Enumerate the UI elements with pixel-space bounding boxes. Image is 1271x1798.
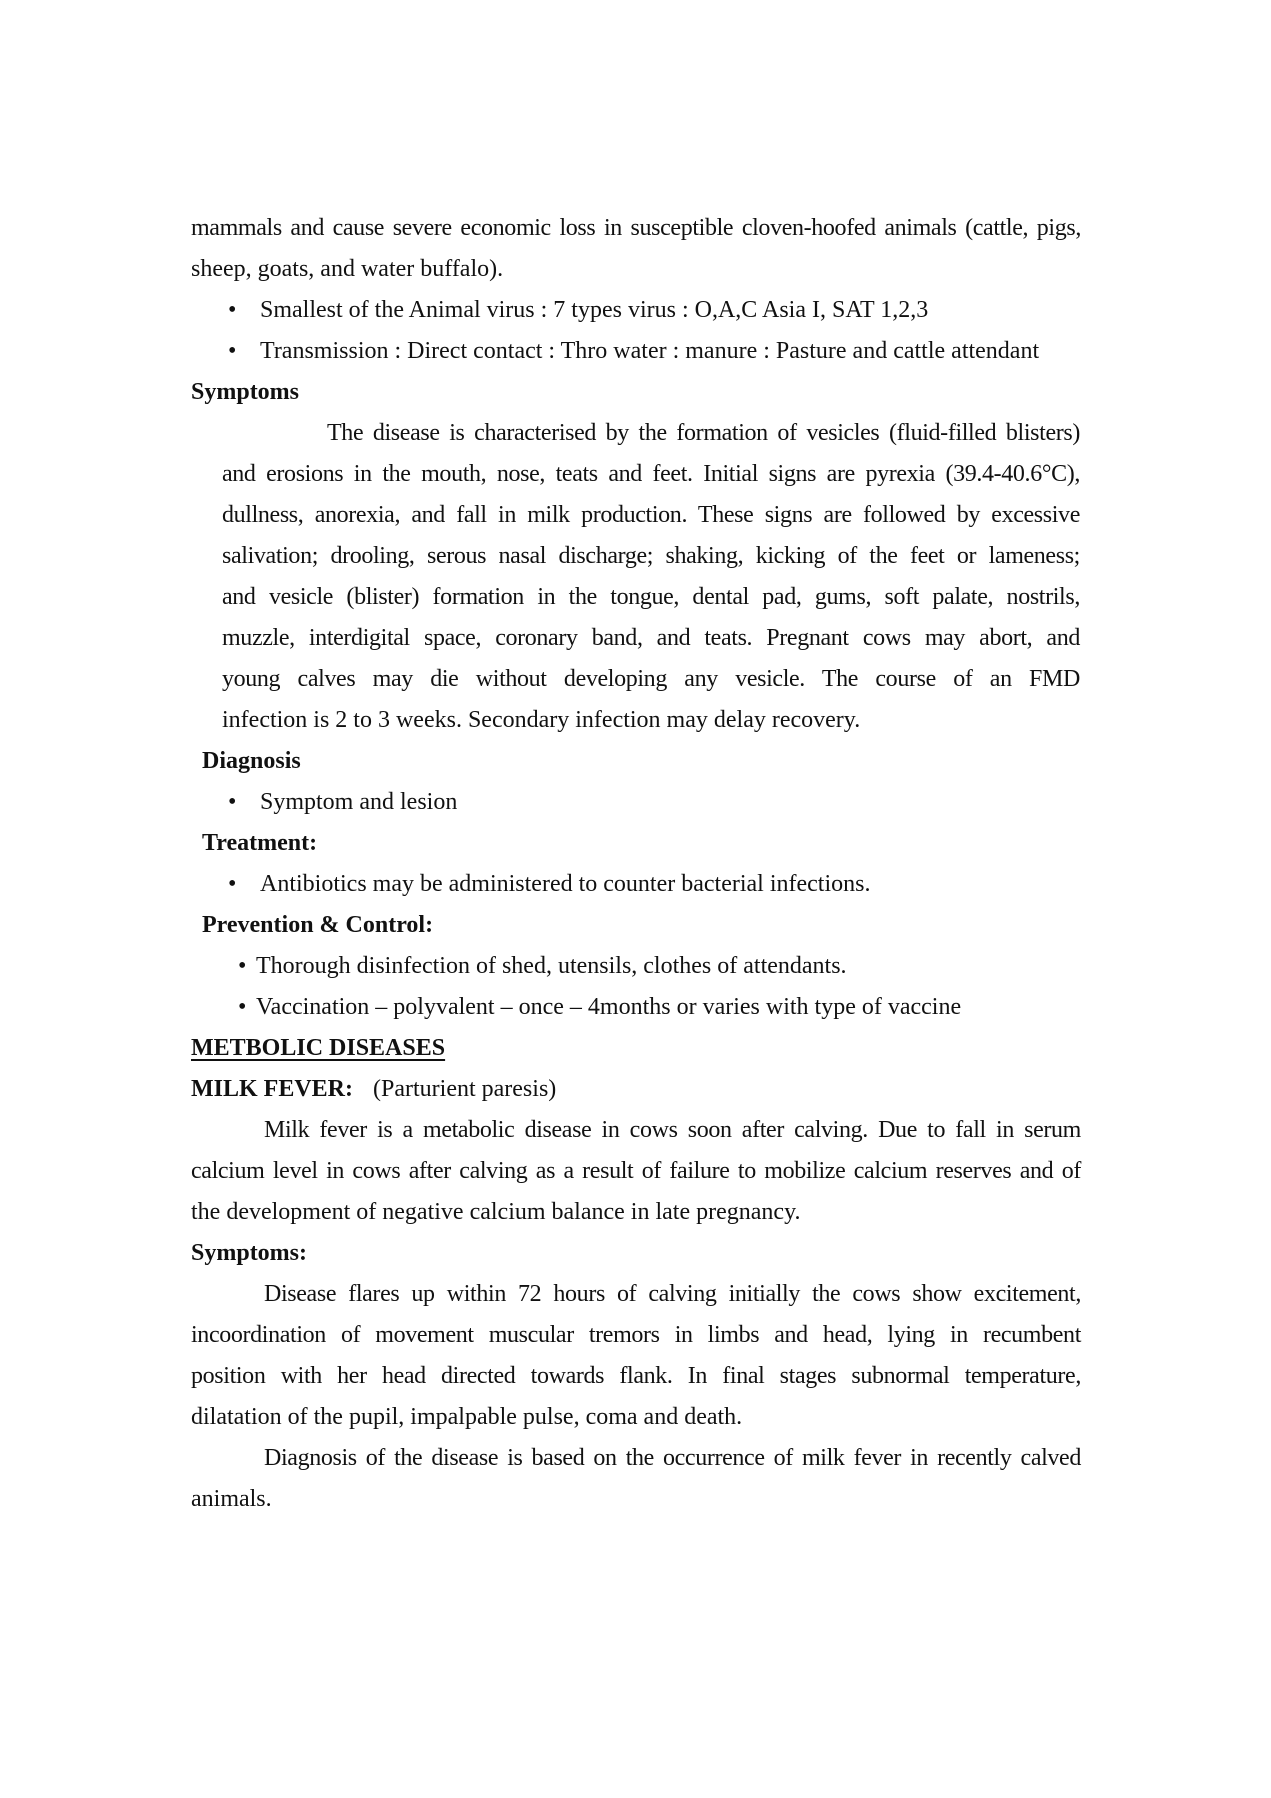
list-item bbox=[191, 782, 1081, 823]
intro-paragraph-line: sheep, goats, and water buffalo). bbox=[191, 256, 504, 282]
paragraph-line: Milk fever is a metabolic disease in cows soon after calving. Due to fall in serum bbox=[264, 1117, 1081, 1143]
paragraph-line: young calves may die without developing any vesicle. The course of an FMD bbox=[222, 666, 1080, 692]
bullet-icon: • bbox=[238, 994, 247, 1020]
list-item-text: Antibiotics may be administered to counter bacterial infections. bbox=[260, 871, 871, 897]
metabolic-diseases-heading: METBOLIC DISEASES bbox=[191, 1035, 446, 1061]
paragraph-line: infection is 2 to 3 weeks. Secondary infection may delay recovery. bbox=[222, 707, 861, 733]
list-item-text: Transmission : Direct contact : Thro water : manure : Pasture and cattle attendant bbox=[260, 338, 1040, 364]
list-item bbox=[191, 290, 1081, 331]
paragraph-line: Disease flares up within 72 hours of calving initially the cows show excitement, bbox=[264, 1281, 1081, 1307]
list-item-text: Vaccination – polyvalent – once – 4months or varies with type of vaccine bbox=[256, 994, 962, 1020]
paragraph-line: calcium level in cows after calving as a result of failure to mobilize calcium reserves and of bbox=[191, 1158, 1081, 1184]
list-item bbox=[191, 864, 1081, 905]
paragraph-line: the development of negative calcium balance in late pregnancy. bbox=[191, 1199, 801, 1225]
list-item bbox=[191, 331, 1081, 372]
intro-paragraph-line: mammals and cause severe economic loss in susceptible cloven-hoofed animals (cattle, pigs, bbox=[191, 215, 1081, 241]
list-item bbox=[191, 987, 1081, 1028]
fmd-symptoms-paragraph bbox=[222, 413, 1080, 741]
prevention-control-heading: Prevention & Control: bbox=[202, 912, 434, 938]
paragraph-line: dullness, anorexia, and fall in milk production. These signs are followed by excessive bbox=[222, 502, 1080, 528]
list-item-text: Smallest of the Animal virus : 7 types virus : O,A,C Asia I, SAT 1,2,3 bbox=[260, 297, 929, 323]
paragraph-line: The disease is characterised by the formation of vesicles (fluid-filled blisters) bbox=[327, 420, 1080, 446]
bullet-icon: • bbox=[228, 789, 237, 815]
symptoms-heading: Symptoms bbox=[191, 379, 300, 405]
milk-fever-subtitle: (Parturient paresis) bbox=[373, 1076, 557, 1102]
bullet-icon: • bbox=[238, 953, 247, 979]
list-item-text: Thorough disinfection of shed, utensils, clothes of attendants. bbox=[256, 953, 847, 979]
paragraph-line: and erosions in the mouth, nose, teats and feet. Initial signs are pyrexia (39.4-40.6°C), bbox=[222, 461, 1080, 487]
paragraph-line: Diagnosis of the disease is based on the occurrence of milk fever in recently calved bbox=[264, 1445, 1081, 1471]
paragraph-line: incoordination of movement muscular tremors in limbs and head, lying in recumbent bbox=[191, 1322, 1081, 1348]
metabolic-diseases-section bbox=[191, 1028, 1081, 1069]
list-item bbox=[191, 946, 1081, 987]
paragraph-line: position with her head directed towards flank. In final stages subnormal temperature, bbox=[191, 1363, 1081, 1389]
bullet-icon: • bbox=[228, 338, 237, 364]
treatment-heading: Treatment: bbox=[202, 830, 318, 856]
page-content bbox=[191, 208, 1081, 1520]
paragraph-line: and vesicle (blister) formation in the tongue, dental pad, gums, soft palate, nostrils, bbox=[222, 584, 1080, 610]
list-item-text: Symptom and lesion bbox=[260, 789, 458, 815]
paragraph-line: muzzle, interdigital space, coronary band, and teats. Pregnant cows may abort, and bbox=[222, 625, 1080, 651]
paragraph-line: animals. bbox=[191, 1486, 272, 1512]
paragraph-line: salivation; drooling, serous nasal discharge; shaking, kicking of the feet or lameness; bbox=[222, 543, 1080, 569]
milk-fever-heading-row bbox=[191, 1069, 1081, 1110]
bullet-icon: • bbox=[228, 871, 237, 897]
diagnosis-heading: Diagnosis bbox=[202, 748, 301, 774]
milk-fever-symptoms-heading: Symptoms: bbox=[191, 1240, 308, 1266]
paragraph-line: dilatation of the pupil, impalpable pulse, coma and death. bbox=[191, 1404, 743, 1430]
bullet-icon: • bbox=[228, 297, 237, 323]
milk-fever-heading: MILK FEVER: bbox=[191, 1076, 353, 1102]
